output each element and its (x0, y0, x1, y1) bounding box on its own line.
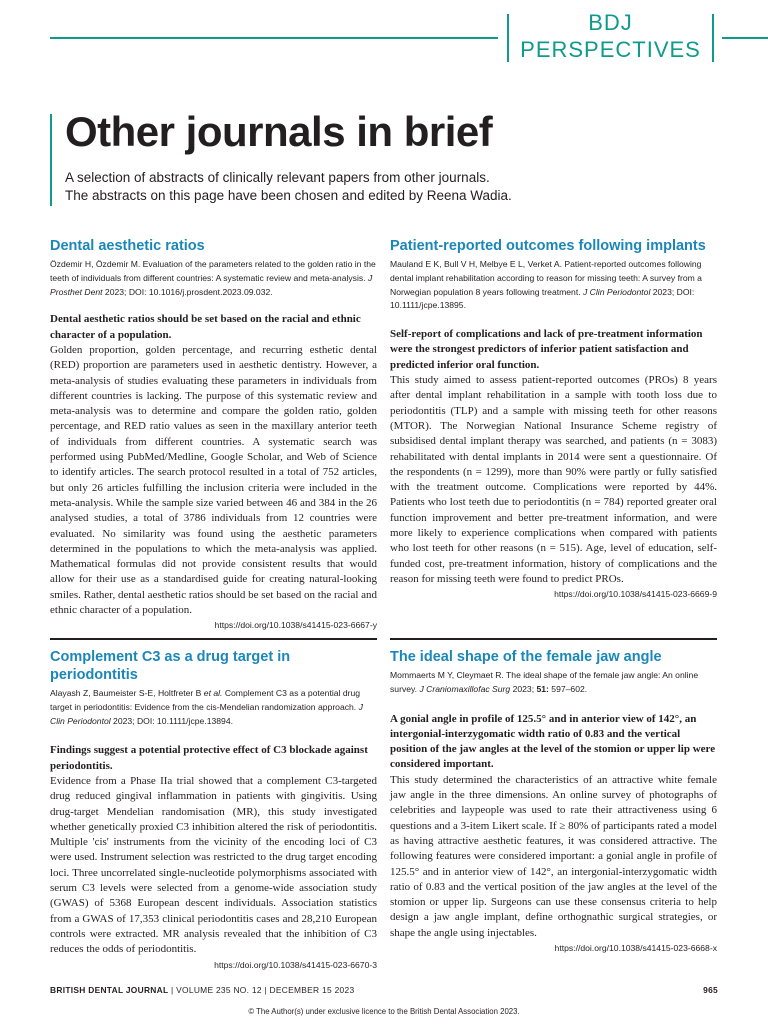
footer-sep: | (168, 985, 177, 995)
ref-volume: 51: (536, 683, 549, 694)
ref-authors: Mauland E K, Bull V H, Melbye E L, Verket A. Patient-reported outcomes following dental implant rehabilitation according to reason for missing teeth: A survey from a Norwegian population 8 years following treatment. (390, 259, 702, 297)
header-rule-right (722, 37, 768, 39)
ref-journal: J Clin Periodontol (50, 701, 363, 726)
header-rule-left (50, 37, 498, 39)
article-divider (390, 638, 717, 640)
copyright-notice: © The Author(s) under exclusive licence to the British Dental Association 2023. (248, 1007, 520, 1016)
article-body: Golden proportion, golden percentage, and recurring esthetic dental (RED) proportion are parameters used in aesthetic dentistry. However, a meta-analysis of studies evaluating these parameters in individuals from different countries is lacking. The purpose of this systematic review and meta-analysis was to determine and compare the golden ratio, golden percentage, and RED ratio values as seen in the maxillary anterior teeth of individuals from different countries. A systematic search was performed using PubMed/Medline, Google Scholar, and Web of Science to identify articles. The search protocol resulted in a total of 752 articles, but only 26 articles fulfilling the inclusion criteria were included in the meta-analysis. While the sample size varied between 46 and 384 in the 26 analysed studies, a total of 3786 individuals from 12 countries were evaluated. No similarity was found using the aesthetic parameters determined in the populations to which the meta-analysis was applied. Mathematical formulas did not provide consistent results that would allow for their use as a standardised guide for creating natural-looking smiles. Rather, dental aesthetic ratios should be set based on the racial and ethnic character of a population. (50, 343, 378, 617)
ref-authors: Özdemir H, Özdemir M. Evaluation of the parameters related to the golden ratio in the teeth of individuals from different countries: A systematic review and meta-analysis. (50, 259, 376, 283)
article-lead: A gonial angle in profile of 125.5° and in anterior view of 142°, an intergonial-interzygomatic width ratio of 0.83 and the vertical position of the jaw angles at the level of the stomion or upper lip were considered important. (390, 712, 716, 771)
article-female-jaw-angle (390, 638, 717, 953)
page-title: Other journals in brief (65, 108, 493, 155)
article-body: Evidence from a Phase IIa trial showed that a complement C3-targeted drug reduced gingival inflammation in patients with gingivitis. Using drug-target Mendelian randomisation (MR), this study investigated whether genetically proxied C3 inhibition altered the risk of periodontitis. Multiple 'cis' instruments from the vicinity of the encoding loci of C3 were used. Instrument selection was restricted to the drug target encoding loci. Three uncorrelated single-nucleotide polymorphisms associated with serum C3 levels were selected from a genome-wide association study (GWAS) of 5368 European descent individuals. Association statistics from a GWAS of 17,353 clinical periodontitis cases and 28,210 European controls were extracted. MR analysis revealed that the inhibition of C3 reduces the odds of periodontitis. (50, 774, 377, 956)
ref-journal: J Clin Periodontol (583, 286, 651, 297)
subtitle-line2 (65, 187, 565, 205)
title-accent-bar (50, 114, 52, 206)
header-divider-right (712, 14, 714, 62)
subtitle-line1: A selection of abstracts of clinically relevant papers from other journals. (65, 170, 490, 185)
ref-authors: Mommaerts M Y, Cleymaet R. The ideal shape of the female jaw angle: An online survey. (390, 670, 699, 694)
article-reference (50, 258, 377, 299)
page-footer (50, 985, 718, 995)
article-title: The ideal shape of the female jaw angle (390, 649, 662, 665)
article-complement-c3 (50, 638, 377, 970)
article-body: This study aimed to assess patient-reported outcomes (PROs) 8 years after dental implant rehabilitation in a sample with tooth loss due to periodontitis (TLP) and a sample with missing teeth for other reasons (MTOR). The Norwegian National Insurance Scheme registry of subsidised dental implant therapy was searched, and patients (n = 3083) rehabilitated with dental implants in 2014 were sent a questionnaire. Of the respondents (n = 1299), more than 90% were partly or fully satisfied with the treatment outcome. Complications were reported by 44%. Patients who lost teeth due to periodontitis (n = 784) reported greater oral function improvement and better pre-treatment information, and were more likely to experience complications when compared with patients who lost teeth for other reasons (n = 515). Age, level of education, self-funded cost, pre-treatment information, history of complications and the reason for missing teeth were found to predict PROs. (390, 374, 717, 585)
article-doi-link[interactable]: https://doi.org/10.1038/s41415-023-6669-9 (554, 589, 717, 600)
ref-authors: Alayash Z, Baumeister S-E, Holtfreter B (50, 688, 204, 698)
ref-details: 2023; DOI: 10.1111/jcpe.13895. (390, 286, 695, 311)
article-reference (390, 258, 717, 313)
article-dental-aesthetic-ratios (50, 237, 377, 630)
subtitle-line2-prefix: The abstracts on this page have been chosen and edited by (65, 188, 427, 203)
ref-year: 2023; (510, 683, 537, 694)
page-number: 965 (703, 985, 718, 995)
footer-sep: | (261, 985, 270, 995)
article-title: Patient-reported outcomes following implants (390, 238, 706, 254)
ref-journal: J Craniomaxillofac Surg (419, 683, 511, 694)
article-doi-link[interactable]: https://doi.org/10.1038/s41415-023-6670-3 (214, 959, 377, 970)
article-doi-link[interactable]: https://doi.org/10.1038/s41415-023-6667-y (214, 620, 377, 631)
header-perspectives: PERSPECTIVES (520, 37, 701, 62)
article-patient-reported-outcomes (390, 237, 717, 599)
ref-details: 2023; DOI: 10.1111/jcpe.13894. (110, 715, 233, 726)
ref-pages: 597–602. (548, 683, 588, 694)
article-lead: Findings suggest a potential protective effect of C3 blockade against periodontitis. (50, 744, 368, 772)
article-body: This study determined the characteristics of an attractive white female jaw angle in the three dimensions. An online survey of photographs of celebrities and laypeople was used to rate their attractiveness using 6 questions and a 3-item Likert scale. If ≥ 80% of participants rated a model as having attractive aesthetic features, it was considered attractive. The following features were considered important: a gonial angle in profile of 125.5° and in anterior view of 142°, an intergonial-interzygomatic width ratio of 0.83 and the vertical position of the jaw angles at the level of the stomion or upper lip. Surgeons can use these consensus criteria to help design a jaw angle implant, define orthognathic surgical strategies, or shape the angle using injectables. (390, 773, 717, 939)
article-title: Complement C3 as a drug target in periodontitis (50, 649, 291, 683)
article-title: Dental aesthetic ratios (50, 238, 205, 254)
ref-journal: J Prosthet Dent (50, 272, 373, 297)
ref-details: 2023; DOI: 10.1016/j.prosdent.2023.09.032. (102, 286, 273, 297)
footer-date: DECEMBER 15 2023 (269, 985, 355, 995)
footer-volume: VOLUME 235 NO. 12 (176, 985, 262, 995)
article-reference (50, 687, 377, 728)
footer-journal: BRITISH DENTAL JOURNAL (50, 985, 169, 995)
ref-etal: et al. (203, 688, 223, 698)
article-doi-link[interactable]: https://doi.org/10.1038/s41415-023-6668-x (554, 943, 717, 954)
article-reference (390, 669, 717, 697)
subtitle-editor: Reena Wadia. (426, 188, 512, 203)
article-lead: Dental aesthetic ratios should be set based on the racial and ethnic character of a population. (50, 313, 361, 341)
article-lead: Self-report of complications and lack of pre-treatment information were the strongest predictors of inferior patient satisfaction and predicted inferior oral function. (390, 328, 703, 371)
page-subtitle (65, 169, 565, 205)
ref-title: Complement C3 as a potential drug target in periodontitis: Evidence from the cis-Mendelian randomization approach. (50, 688, 361, 712)
article-divider (50, 638, 377, 640)
header-bdj: BDJ (588, 10, 633, 35)
